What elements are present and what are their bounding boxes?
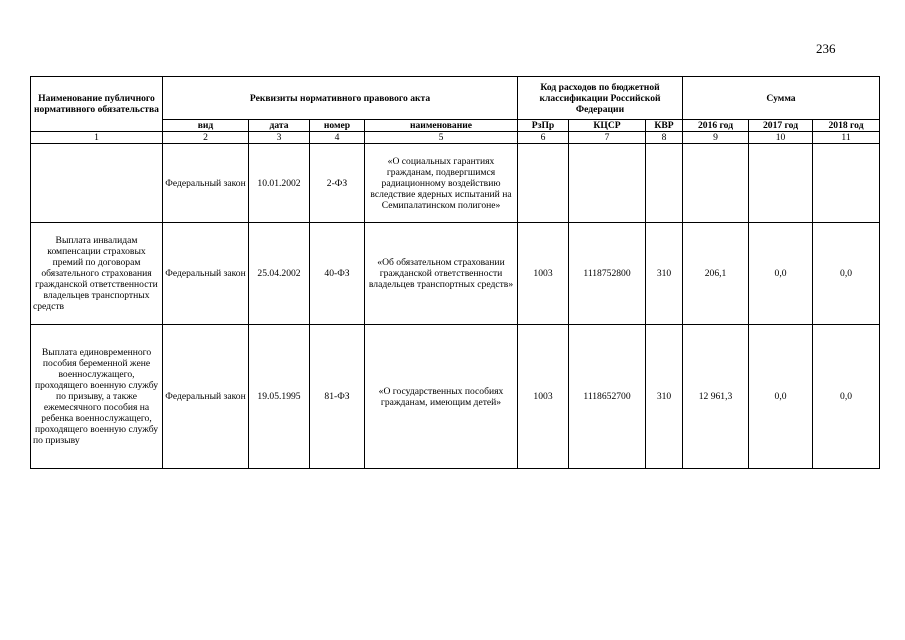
table-row [31,325,880,469]
cell-date: 19.05.1995 [249,325,310,469]
subheader-date: дата [249,120,310,132]
cell-2018 [813,144,880,223]
cell-kind: Федеральный закон [163,325,249,469]
subheader-2018: 2018 год [813,120,880,132]
column-number: 7 [569,132,646,144]
header-row [31,77,880,120]
cell-rzpr: 1003 [518,325,569,469]
cell-title: «О социальных гарантиях гражданам, подвергшимся радиационному воздействию вследствие ядерных испытаний на Семипалатинском полигоне» [365,144,518,223]
column-number: 4 [310,132,365,144]
subheader-rzpr: РзПр [518,120,569,132]
cell-2017 [749,144,813,223]
subheader-number: номер [310,120,365,132]
column-numbers-row [31,132,880,144]
column-number: 11 [813,132,880,144]
header-obligation: Наименование публичного нормативного обязательства [31,77,163,132]
column-number: 10 [749,132,813,144]
subheader-kcsr: КЦСР [569,120,646,132]
cell-kcsr: 1118752800 [569,223,646,325]
cell-kvr [646,144,683,223]
header-requisites: Реквизиты нормативного правового акта [163,77,518,120]
cell-2016: 206,1 [683,223,749,325]
column-number: 3 [249,132,310,144]
cell-rzpr: 1003 [518,223,569,325]
cell-kcsr: 1118652700 [569,325,646,469]
cell-obligation: Выплата инвалидам компенсации страховых премий по договорам обязательного страхования гражданской ответственности владельцев транспортных средств [31,223,163,325]
subheader-title: наименование [365,120,518,132]
column-number: 1 [31,132,163,144]
cell-rzpr [518,144,569,223]
cell-number: 2-ФЗ [310,144,365,223]
cell-2016: 12 961,3 [683,325,749,469]
cell-date: 25.04.2002 [249,223,310,325]
cell-title: «Об обязательном страховании гражданской ответственности владельцев транспортных средств» [365,223,518,325]
cell-2017: 0,0 [749,223,813,325]
cell-kvr: 310 [646,325,683,469]
subheader-2016: 2016 год [683,120,749,132]
cell-obligation: Выплата единовременного пособия беременной жене военнослужащего, проходящего военную службу по призыву, а также ежемесячного пособия на ребенка военнослужащего, проходящего военную службу по призыву [31,325,163,469]
cell-2018: 0,0 [813,223,880,325]
cell-date: 10.01.2002 [249,144,310,223]
table-row [31,144,880,223]
column-number: 8 [646,132,683,144]
cell-title: «О государственных пособиях гражданам, имеющим детей» [365,325,518,469]
subheader-kind: вид [163,120,249,132]
column-number: 5 [365,132,518,144]
obligations-table [30,76,880,469]
column-number: 2 [163,132,249,144]
cell-2017: 0,0 [749,325,813,469]
cell-kvr: 310 [646,223,683,325]
cell-kcsr [569,144,646,223]
cell-number: 40-ФЗ [310,223,365,325]
cell-kind: Федеральный закон [163,223,249,325]
page-number: 236 [816,41,836,56]
header-sum: Сумма [683,77,880,120]
cell-number: 81-ФЗ [310,325,365,469]
cell-kind: Федеральный закон [163,144,249,223]
column-number: 9 [683,132,749,144]
header-classification: Код расходов по бюджетной классификации Российской Федерации [518,77,683,120]
subheader-2017: 2017 год [749,120,813,132]
column-number: 6 [518,132,569,144]
table-row [31,223,880,325]
cell-obligation [31,144,163,223]
cell-2016 [683,144,749,223]
cell-2018: 0,0 [813,325,880,469]
subheader-kvr: КВР [646,120,683,132]
